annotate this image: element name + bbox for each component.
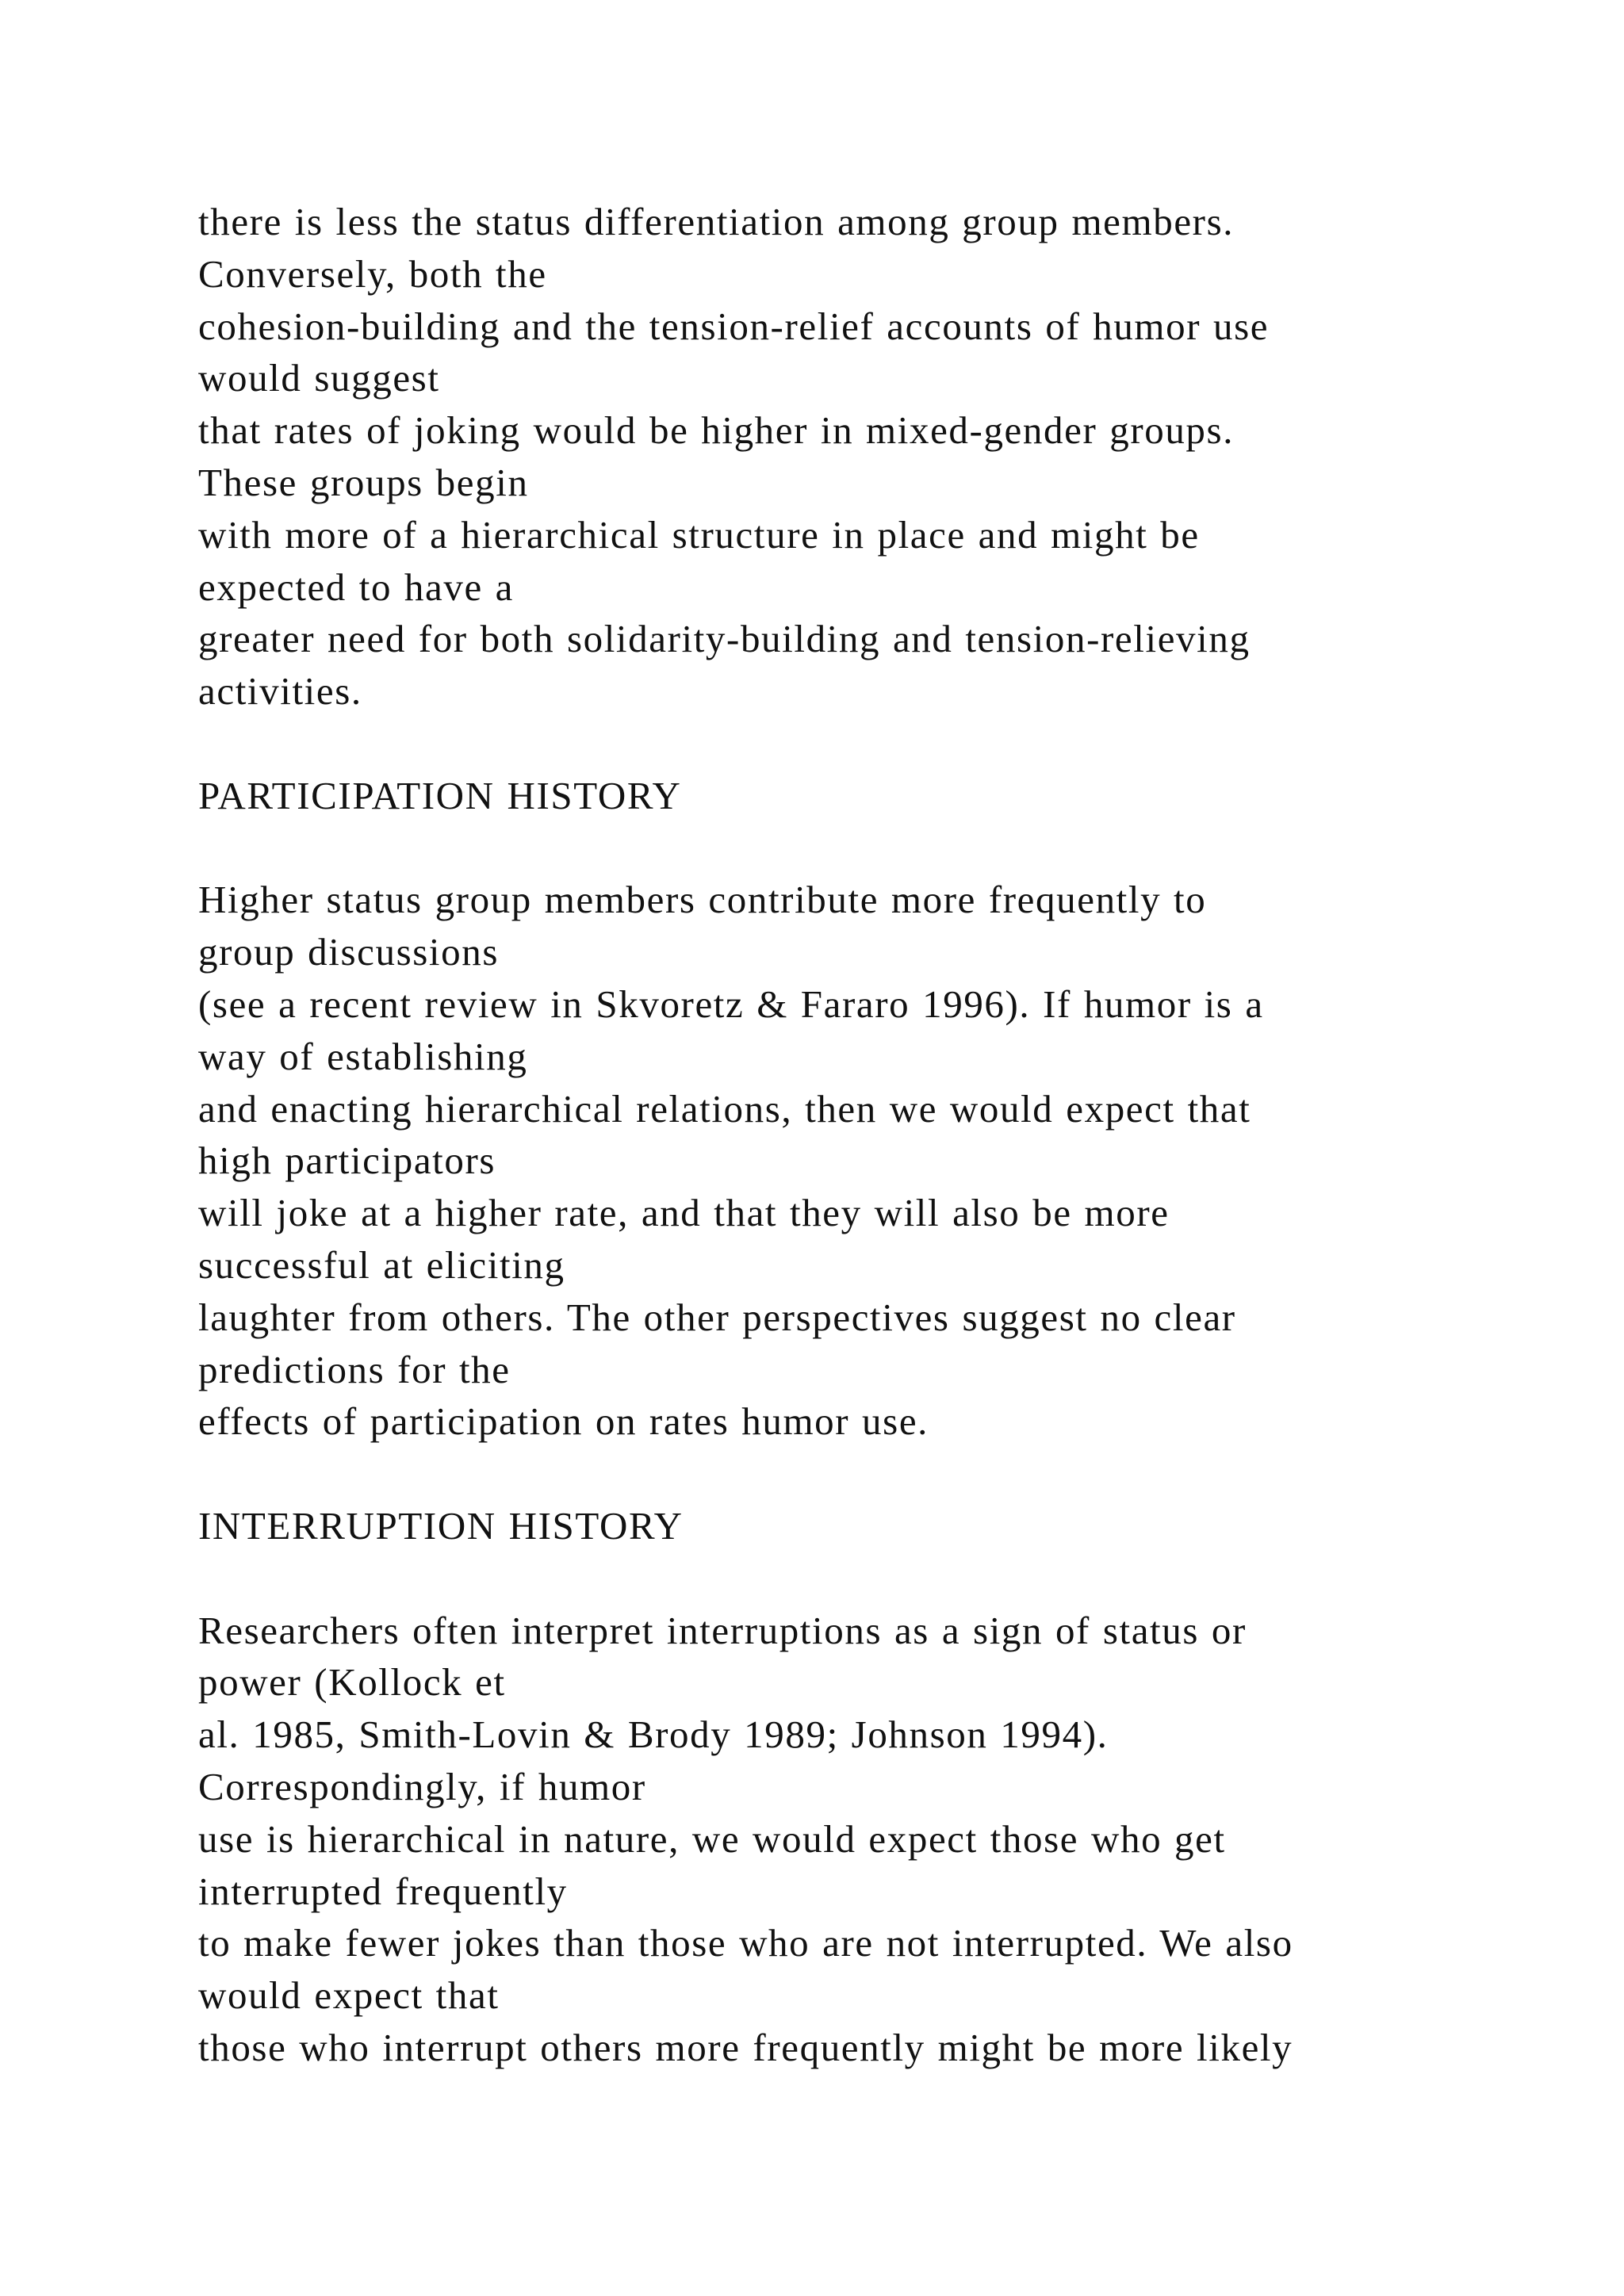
paragraph-status-differentiation [198, 196, 1546, 718]
paragraph-interruption-history [198, 1605, 1546, 2074]
text-line: Higher status group members contribute more frequently to [198, 878, 1207, 922]
text-line: Conversely, both the [198, 251, 547, 296]
text-line: Researchers often interpret interruptions as a sign of status or [198, 1608, 1247, 1652]
text-line: effects of participation on rates humor use. [198, 1399, 929, 1444]
text-line: use is hierarchical in nature, we would expect those who get [198, 1816, 1226, 1861]
text-line: and enacting hierarchical relations, then we would expect that [198, 1086, 1251, 1131]
text-line: cohesion-building and the tension-relief accounts of humor use [198, 304, 1270, 348]
text-line: al. 1985, Smith-Lovin & Brody 1989; Johnson 1994). [198, 1712, 1109, 1757]
paragraph-spacer [198, 1448, 1546, 1500]
text-line: laughter from others. The other perspectives suggest no clear [198, 1295, 1236, 1339]
paragraph-spacer [198, 1552, 1546, 1605]
text-line: group discussions [198, 930, 500, 974]
text-line: would suggest [198, 356, 440, 400]
text-line: those who interrupt others more frequently might be more likely [198, 2025, 1293, 2069]
text-line: with more of a hierarchical structure in place and might be [198, 512, 1200, 557]
text-line: successful at eliciting [198, 1242, 565, 1287]
paragraph-participation-history [198, 874, 1546, 1448]
text-line: will joke at a higher rate, and that they will also be more [198, 1191, 1170, 1235]
text-line: high participators [198, 1138, 496, 1183]
section-heading-participation-history: PARTICIPATION HISTORY [198, 773, 682, 817]
paragraph-spacer [198, 718, 1546, 770]
text-line: that rates of joking would be higher in mixed-gender groups. [198, 408, 1235, 453]
text-line: greater need for both solidarity-building and tension-relieving [198, 617, 1251, 661]
text-line: to make fewer jokes than those who are not interrupted. We also [198, 1921, 1293, 1965]
text-line: These groups begin [198, 460, 529, 504]
text-line: activities. [198, 669, 362, 714]
document-body [198, 196, 1546, 2074]
paragraph-spacer [198, 822, 1546, 874]
text-line: power (Kollock et [198, 1660, 506, 1705]
text-line: predictions for the [198, 1347, 511, 1391]
text-line: there is less the status differentiation among group members. [198, 200, 1235, 243]
text-line: (see a recent review in Skvoretz & Fararo 1996). If humor is a [198, 982, 1264, 1026]
text-line: expected to have a [198, 564, 515, 609]
text-line: would expect that [198, 1973, 500, 2018]
text-line: Correspondingly, if humor [198, 1764, 646, 1808]
text-line: interrupted frequently [198, 1869, 568, 1913]
text-line: way of establishing [198, 1034, 528, 1078]
section-heading-interruption-history: INTERRUPTION HISTORY [198, 1503, 684, 1548]
